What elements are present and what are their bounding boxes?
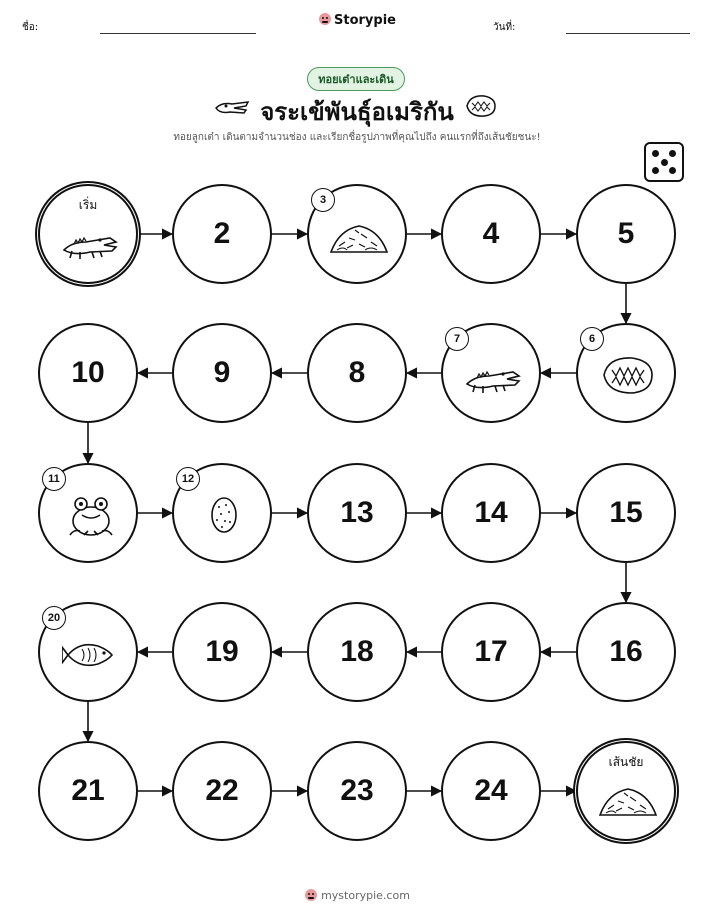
cell-number: 23: [340, 774, 374, 807]
cell-number: 19: [205, 635, 239, 668]
alligator-jaws-right-icon: [464, 93, 498, 119]
date-line[interactable]: [566, 33, 690, 34]
footer: [0, 888, 714, 902]
board-cell-2: [172, 184, 272, 284]
cell-number: 17: [474, 635, 508, 668]
cell-number: 2: [213, 217, 231, 250]
board-cell-8: [307, 323, 407, 423]
board-cell-7: [441, 323, 541, 423]
cell-number: 22: [205, 774, 239, 807]
game-title: จระเข้พันธุ์อเมริกัน: [260, 98, 454, 126]
brand-name: Storypie: [334, 13, 396, 28]
cell-number-badge: 20: [42, 606, 66, 630]
board-cell-4: [441, 184, 541, 284]
cell-number-badge: 12: [176, 467, 200, 491]
finish-label: เส้นชัย: [608, 755, 644, 769]
board-cell-20: [38, 602, 138, 702]
cell-number: 16: [609, 635, 643, 668]
board-cell-3: [307, 184, 407, 284]
cell-number: 24: [474, 774, 508, 807]
board-cell-5: [576, 184, 676, 284]
dice-five-icon: [644, 142, 684, 182]
cell-number-badge: 11: [42, 467, 66, 491]
board-cell-25: [576, 741, 676, 841]
cell-number: 10: [71, 356, 105, 389]
board-cell-19: [172, 602, 272, 702]
name-label: ชื่อ:: [22, 22, 39, 33]
board-cell-24: [441, 741, 541, 841]
board-cell-13: [307, 463, 407, 563]
board-cell-12: [172, 463, 272, 563]
cell-number: 15: [609, 496, 643, 529]
board-cell-22: [172, 741, 272, 841]
footer-site[interactable]: mystorypie.com: [321, 889, 410, 902]
cell-number: 18: [340, 635, 374, 668]
board-cell-23: [307, 741, 407, 841]
cell-number: 8: [348, 356, 366, 389]
brand: [0, 12, 714, 28]
board-cell-18: [307, 602, 407, 702]
board-cell-11: [38, 463, 138, 563]
cell-number-badge: 7: [445, 327, 469, 351]
instructions: ทอยลูกเต๋า เดินตามจำนวนช่อง และเรียกชื่อรูปภาพที่คุณไปถึง คนแรกที่ถึงเส้นชัยชนะ!: [173, 132, 541, 143]
board-cell-6: [576, 323, 676, 423]
board-cell-14: [441, 463, 541, 563]
cell-number-badge: 6: [580, 327, 604, 351]
board-cell-16: [576, 602, 676, 702]
board-cell-10: [38, 323, 138, 423]
cell-number-badge: 3: [311, 188, 335, 212]
cell-number: 4: [482, 217, 500, 250]
cell-number: 14: [474, 496, 508, 529]
board-cell-21: [38, 741, 138, 841]
cell-number: 21: [71, 774, 105, 807]
start-label: เริ่ม: [78, 198, 98, 212]
storypie-logo-icon: [304, 888, 318, 902]
storypie-logo-icon: [318, 12, 332, 26]
name-line[interactable]: [100, 33, 256, 34]
cell-number: 9: [213, 356, 231, 389]
board-cell-15: [576, 463, 676, 563]
board-cell-17: [441, 602, 541, 702]
board-cell-9: [172, 323, 272, 423]
game-tag: ทอยเต๋าและเดิน: [307, 67, 405, 91]
cell-number: 5: [617, 217, 635, 250]
date-label: วันที่:: [493, 22, 516, 33]
cell-number: 13: [340, 496, 374, 529]
board-cell-1: [38, 184, 138, 284]
